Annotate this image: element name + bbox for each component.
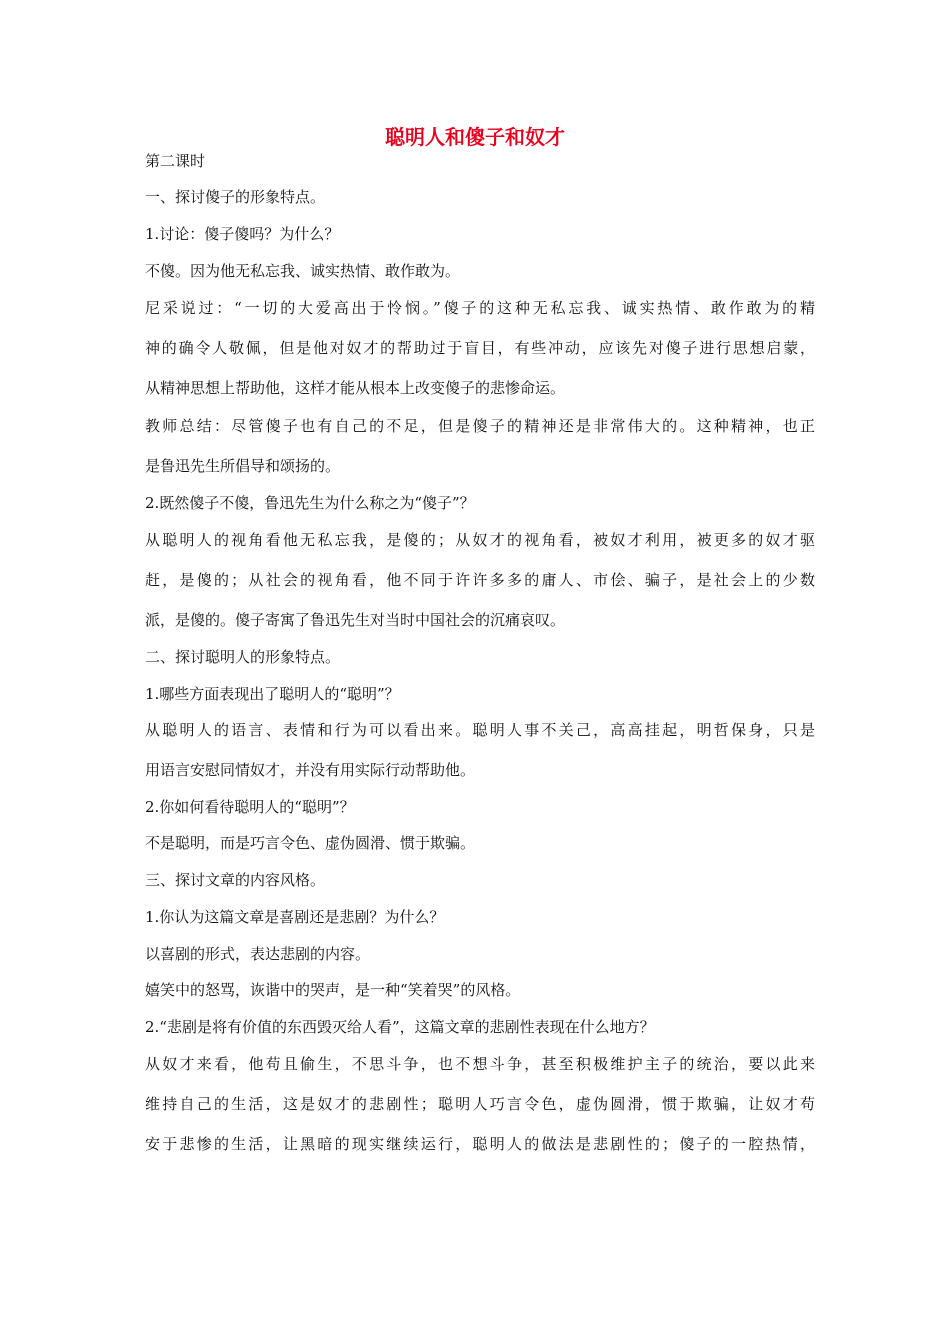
question-3-1: 1.你认为这篇文章是喜剧还是悲剧？为什么？ [145,908,445,926]
teacher-summary-line: 教师总结：尽管傻子也有自己的不足，但是傻子的精神还是非常伟大的。这种精神，也正 [145,417,815,435]
question-1-1: 1.讨论：傻子傻吗？为什么？ [145,225,340,243]
paragraph-line: 维持自己的生活，这是奴才的悲剧性；聪明人巧言令色，虚伪圆滑，惯于欺骗，让奴才苟 [145,1095,815,1113]
question-1-2: 2.既然傻子不傻，鲁迅先生为什么称之为“傻子”？ [145,494,475,512]
section-heading-2: 二、探讨聪明人的形象特点。 [145,648,341,666]
answer-3-1: 以喜剧的形式，表达悲剧的内容。 [145,945,371,963]
question-2-1: 1.哪些方面表现出了聪明人的“聪明”？ [145,685,400,703]
question-3-2: 2.“悲剧是将有价值的东西毁灭给人看”，这篇文章的悲剧性表现在什么地方？ [145,1018,655,1036]
paragraph-line: 尼采说过：“一切的大爱高出于怜悯。”傻子的这种无私忘我、诚实热情、敢作敢为的精 [145,299,815,317]
paragraph-line: 从奴才来看，他苟且偷生，不思斗争，也不想斗争，甚至积极维护主子的统治，要以此来 [145,1055,815,1073]
paragraph-line: 神的确令人敬佩，但是他对奴才的帮助过于盲目，有些冲动，应该先对傻子进行思想启蒙， [145,339,815,357]
paragraph-line: 派，是傻的。傻子寄寓了鲁迅先生对当时中国社会的沉痛哀叹。 [145,611,566,629]
question-2-2: 2.你如何看待聪明人的“聪明”？ [145,798,355,816]
answer-1-1: 不傻。因为他无私忘我、诚实热情、敢作敢为。 [145,262,461,280]
paragraph-line: 从聪明人的语言、表情和行为可以看出来。聪明人事不关己，高高挂起，明哲保身，只是 [145,721,815,739]
lesson-period: 第二课时 [145,152,206,170]
page-title: 聪明人和傻子和奴才 [385,125,565,149]
paragraph-line: 安于悲惨的生活，让黑暗的现实继续运行，聪明人的做法是悲剧性的；傻子的一腔热情， [145,1135,815,1153]
paragraph-line: 用语言安慰同情奴才，并没有用实际行动帮助他。 [145,761,476,779]
paragraph-line: 从精神思想上帮助他，这样才能从根本上改变傻子的悲惨命运。 [145,379,566,397]
paragraph-line: 从聪明人的视角看他无私忘我，是傻的；从奴才的视角看，被奴才利用，被更多的奴才驱 [145,531,815,549]
answer-2-2: 不是聪明，而是巧言令色、虚伪圆滑、惯于欺骗。 [145,834,476,852]
section-heading-3: 三、探讨文章的内容风格。 [145,871,326,889]
teacher-summary-line: 是鲁迅先生所倡导和颂扬的。 [145,457,341,475]
section-heading-1: 一、探讨傻子的形象特点。 [145,188,326,206]
answer-3-1-style: 嬉笑中的怒骂，诙谐中的哭声，是一种“笑着哭”的风格。 [145,981,521,999]
paragraph-line: 赶，是傻的；从社会的视角看，他不同于许许多多的庸人、市侩、骗子，是社会上的少数 [145,571,815,589]
